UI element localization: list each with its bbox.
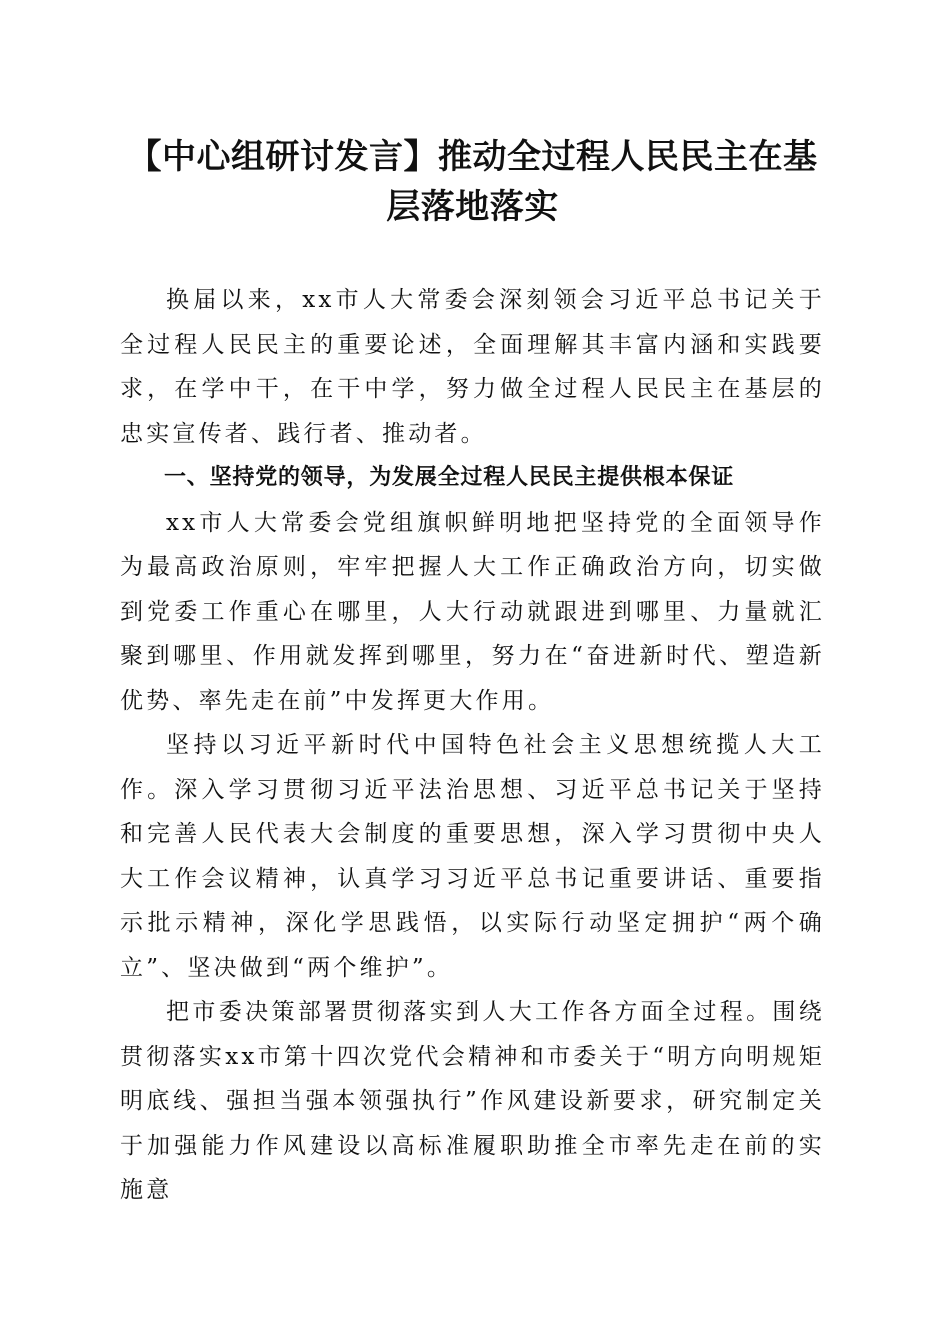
intro-paragraph: 换届以来，xx市人大常委会深刻领会习近平总书记关于全过程人民民主的重要论述，全面理解其丰富内涵和实践要求，在学中干，在干中学，努力做全过程人民民主在基层的忠实宣传者、践行者、推动者。 (120, 287, 825, 447)
body-paragraph-3: 把市委决策部署贯彻落实到人大工作各方面全过程。围绕贯彻落实xx市第十四次党代会精神和市委关于“明方向明规矩明底线、强担当强本领强执行”作风建设新要求，研究制定关于加强能力作风建设以高标准履职助推全市率先走在前的实施意 (120, 999, 825, 1203)
title-line-2: 层落地落实 (386, 187, 559, 227)
document-title (120, 132, 825, 232)
title-line-1: 【中心组研讨发言】推动全过程人民民主在基 (127, 137, 818, 177)
body-paragraph-2: 坚持以习近平新时代中国特色社会主义思想统揽人大工作。深入学习贯彻习近平法治思想、习近平总书记关于坚持和完善人民代表大会制度的重要思想，深入学习贯彻中央人大工作会议精神，认真学习习近平总书记重要讲话、重要指示批示精神，深化学思践悟，以实际行动坚定拥护“两个确立”、坚决做到“两个维护”。 (120, 732, 825, 981)
document-body (120, 278, 825, 1213)
section-heading-1: 一、坚持党的领导，为发展全过程人民民主提供根本保证 (164, 465, 735, 490)
body-paragraph-1: xx市人大常委会党组旗帜鲜明地把坚持党的全面领导作为最高政治原则，牢牢把握人大工作正确政治方向，切实做到党委工作重心在哪里，人大行动就跟进到哪里、力量就汇聚到哪里、作用就发挥到哪里，努力在“奋进新时代、塑造新优势、率先走在前”中发挥更大作用。 (120, 509, 825, 714)
